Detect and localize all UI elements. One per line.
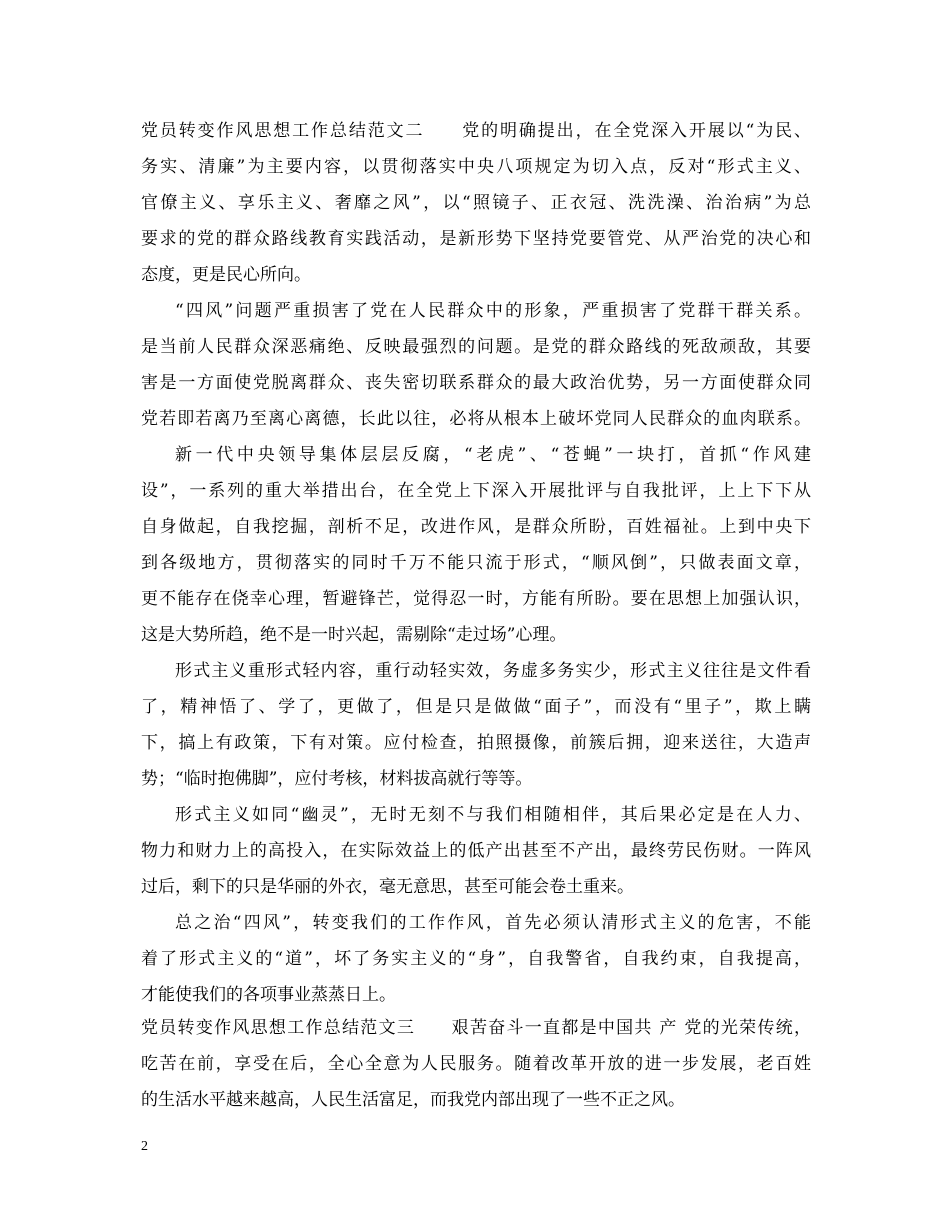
paragraph-line: 着了形式主义的“道”，坏了务实主义的“身”，自我警省，自我约束，自我提高，: [141, 949, 811, 969]
paragraph-line: 这是大势所趋，绝不是一时兴起，需剔除“走过场”心理。: [141, 625, 567, 645]
paragraph-line: 态度，更是民心所向。: [141, 265, 311, 285]
paragraph-first-line: 总之治“四风”，转变我们的工作作风，首先必须认清形式主义的危害，不能: [175, 913, 811, 933]
paragraph-line: 下，搞上有政策，下有对策。应付检查，拍照摄像，前簇后拥，迎来送往，大造声: [141, 733, 811, 753]
paragraph-line: 党若即若离乃至离心离德，长此以往，必将从根本上破坏党同人民群众的血肉联系。: [141, 409, 811, 429]
paragraph-line: 自身做起，自我挖掘，剖析不足，改进作风，是群众所盼，百姓福祉。上到中央下: [141, 517, 811, 537]
paragraph-line: 的生活水平越来越高，人民生活富足，而我党内部出现了一些不正之风。: [141, 1090, 685, 1110]
paragraph-first-line: 新一代中央领导集体层层反腐，“老虎”、“苍蝇”一块打，首抓“作风建: [175, 445, 811, 465]
page-number: 2: [141, 1139, 148, 1154]
paragraph-line: 务实、清廉”为主要内容，以贯彻落实中央八项规定为切入点，反对“形式主义、: [141, 157, 811, 177]
paragraph-line: 更不能存在侥幸心理，暂避锋芒，觉得忍一时，方能有所盼。要在思想上加强认识，: [141, 589, 811, 609]
paragraph-line: 吃苦在前，享受在后，全心全意为人民服务。随着改革开放的进一步发展，老百姓: [141, 1054, 811, 1074]
heading-line-essay-two: 党员转变作风思想工作总结范文二 党的明确提出，在全党深入开展以“为民、: [141, 121, 811, 141]
paragraph-line: 才能使我们的各项事业蒸蒸日上。: [141, 985, 396, 1005]
paragraph-first-line: 形式主义重形式轻内容，重行动轻实效，务虚多务实少，形式主义往往是文件看: [175, 661, 811, 681]
paragraph-line: 要求的党的群众路线教育实践活动，是新形势下坚持党要管党、从严治党的决心和: [141, 229, 811, 249]
paragraph-line: 了，精神悟了、学了，更做了，但是只是做做“面子”，而没有“里子”，欺上瞒: [141, 697, 811, 717]
paragraph-line: 是当前人民群众深恶痛绝、反映最强烈的问题。是党的群众路线的死敌顽敌，其要: [141, 337, 811, 357]
paragraph-line: 设”，一系列的重大举措出台，在全党上下深入开展批评与自我批评，上上下下从: [141, 481, 811, 501]
paragraph-first-line: 形式主义如同“幽灵”，无时无刻不与我们相随相伴，其后果必定是在人力、: [175, 805, 811, 825]
paragraph-line: 物力和财力上的高投入，在实际效益上的低产出甚至不产出，最终劳民伤财。一阵风: [141, 841, 811, 861]
paragraph-line: 到各级地方，贯彻落实的同时千万不能只流于形式，“顺风倒”，只做表面文章，: [141, 553, 811, 573]
paragraph-line: 势；“临时抱佛脚”，应付考核，材料拔高就行等等。: [141, 769, 533, 789]
paragraph-line: 官僚主义、享乐主义、奢靡之风”，以“照镜子、正衣冠、洗洗澡、治治病”为总: [141, 193, 811, 213]
paragraph-line: 害是一方面使党脱离群众、丧失密切联系群众的最大政治优势，另一方面使群众同: [141, 373, 811, 393]
paragraph-line: 过后，剩下的只是华丽的外衣，毫无意思，甚至可能会卷土重来。: [141, 877, 634, 897]
heading-line-essay-three: 党员转变作风思想工作总结范文三 艰苦奋斗一直都是中国共 产 党的光荣传统，: [141, 1018, 811, 1038]
paragraph-first-line: “四风”问题严重损害了党在人民群众中的形象，严重损害了党群干群关系。: [175, 301, 811, 321]
